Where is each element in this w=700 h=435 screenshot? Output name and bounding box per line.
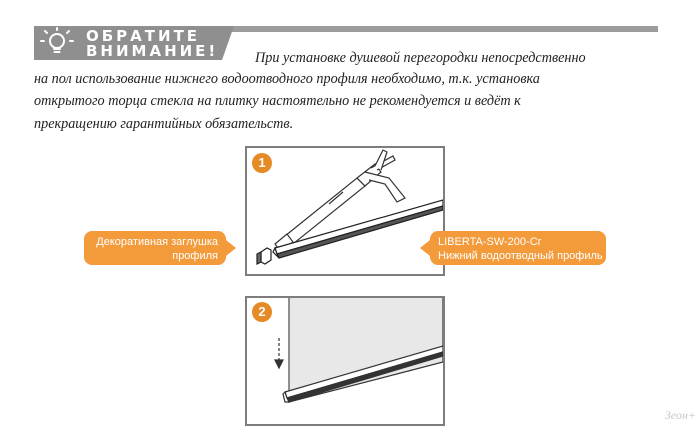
paragraph-line-1: При установке душевой перегородки непосредственно: [255, 50, 586, 66]
watermark: Зеон+: [664, 408, 696, 422]
paragraph-line-4: прекращению гарантийных обязательств.: [34, 116, 294, 132]
paragraph-line-3: открытого торца стекла на плитку настоятельно не рекомендуется и ведёт к: [34, 93, 521, 109]
notice-title-line2: ВНИМАНИЕ!: [86, 42, 219, 60]
callout-end-cap: [84, 231, 226, 265]
callout-profile-line2: Нижний водоотводный профиль: [438, 250, 603, 262]
notice-title-line1: ОБРАТИТЕ: [86, 27, 201, 45]
step-badge-2: 2: [252, 302, 272, 322]
lightbulb-icon: [40, 27, 74, 59]
callout-profile: [430, 231, 606, 265]
installation-figure-step-2: [245, 296, 445, 426]
sealant-gun-illustration: [247, 148, 443, 274]
step-badge-1: 1: [252, 153, 272, 173]
glass-panel-illustration: [247, 298, 443, 424]
installation-figure-step-1: [245, 146, 445, 276]
paragraph-line-2: на пол использование нижнего водоотводного профиля необходимо, т.к. установка: [34, 71, 540, 87]
callout-end-cap-line1: Декоративная заглушка: [96, 236, 218, 248]
callout-profile-line1: LIBERTA-SW-200-Cr: [438, 236, 542, 248]
callout-end-cap-line2: профиля: [172, 250, 218, 262]
